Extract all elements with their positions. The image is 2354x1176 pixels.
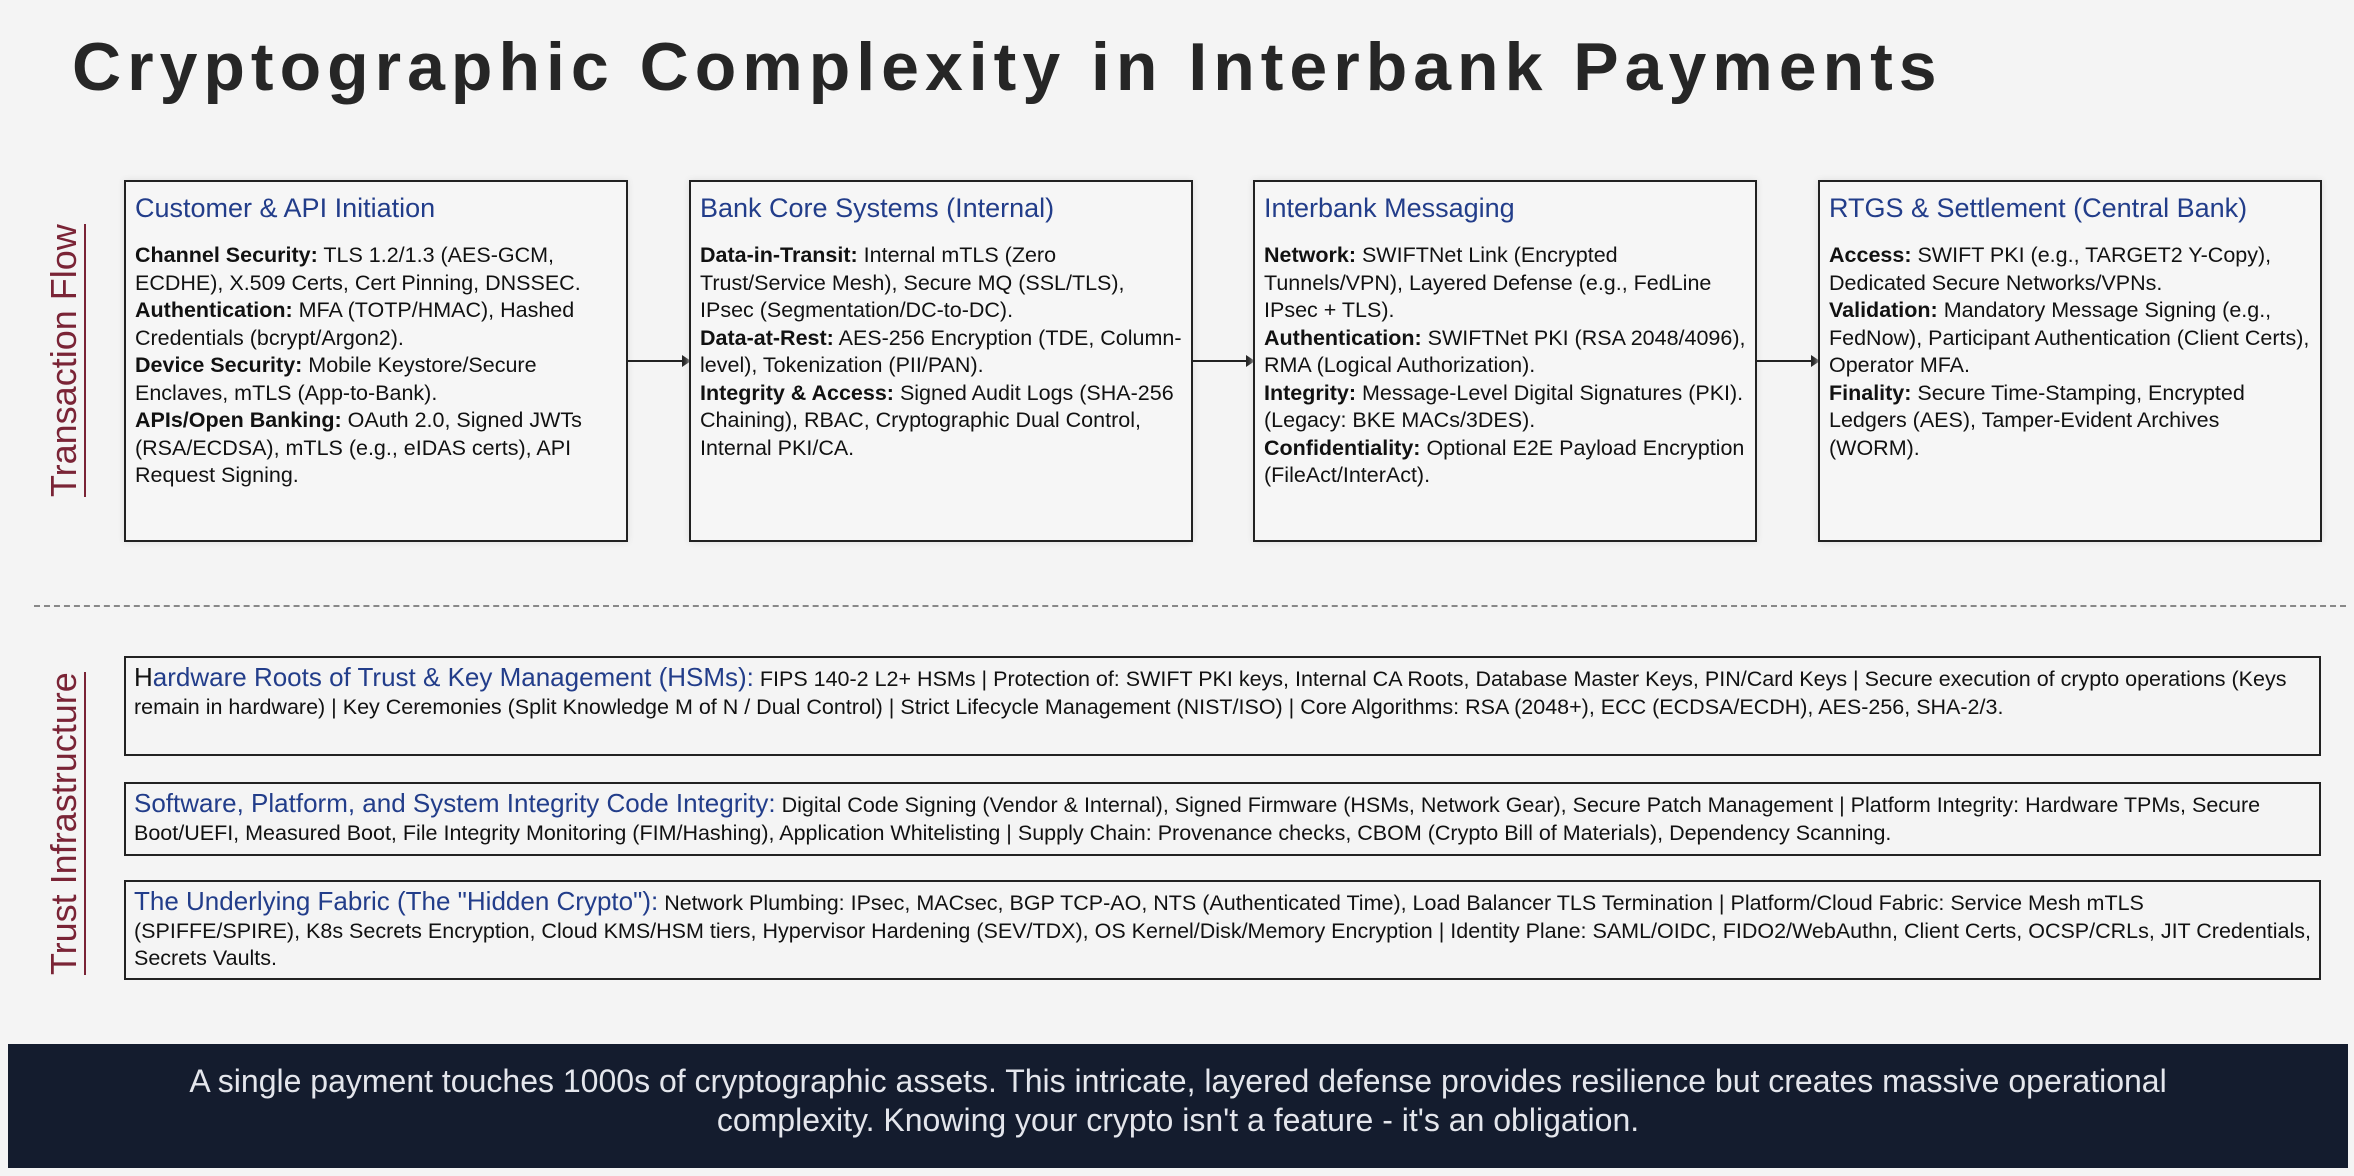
flow-item-text: SWIFT PKI (e.g., TARGET2 Y-Copy), Dedicated Secure Networks/VPNs. <box>1829 243 2272 295</box>
footer-line-1: A single payment touches 1000s of cryptographic assets. This intricate, layered defense provides resilience but creates massive operational <box>189 1063 2167 1099</box>
flow-item <box>1264 243 1711 322</box>
flow-stage-heading: Bank Core Systems (Internal) <box>700 193 1055 223</box>
flow-item-text: TLS 1.2/1.3 (AES-GCM, ECDHE), X.509 Certs, Cert Pinning, DNSSEC. <box>135 243 581 295</box>
flow-item-label: Integrity & Access: <box>700 380 894 405</box>
infra-text: Digital Code Signing (Vendor & Internal), Signed Firmware (HSMs, Network Gear), Secure Patch Management | Platform Integrity: Hardware TPMs, Secure Boot/UEFI, Measured Boot, File Integrity Monitoring (FIM/Hashing), Application Whitelisting | Supply Chain: Provenance checks, CBOM (Crypto Bill of Materials), Dependency Scanning. <box>134 793 2261 845</box>
flow-arrow-icon <box>1757 360 1818 362</box>
flow-item-label: Channel Security: <box>135 243 318 267</box>
flow-item-text: Signed Audit Logs (SHA-256 Chaining), RBAC, Cryptographic Dual Control, Internal PKI/CA. <box>700 380 1174 460</box>
flow-item-label: Confidentiality: <box>1264 435 1421 460</box>
flow-item-label: Finality: <box>1829 380 1912 405</box>
flow-item-text: SWIFTNet PKI (RSA 2048/4096), RMA (Logical Authorization). <box>1264 325 1746 377</box>
flow-item-label: Authentication: <box>135 298 293 322</box>
flow-stage-box <box>124 180 628 542</box>
flow-stage-heading: RTGS & Settlement (Central Bank) <box>1829 193 2248 223</box>
section-label-trust-infrastructure: Trust Infrastructure <box>43 672 84 975</box>
flow-arrow-icon <box>1193 360 1253 362</box>
flow-item-text: MFA (TOTP/HMAC), Hashed Credentials (bcrypt/Argon2). <box>135 298 575 350</box>
flow-stage-box <box>1253 180 1757 542</box>
flow-item <box>700 326 1182 378</box>
flow-item-text: AES-256 Encryption (TDE, Column-level), Tokenization (PII/PAN). <box>700 325 1182 377</box>
flow-stage-box <box>1818 180 2322 542</box>
flow-item-text: Internal mTLS (Zero Trust/Service Mesh), Secure MQ (SSL/TLS), IPsec (Segmentation/DC-to-DC). <box>700 243 1125 322</box>
flow-item-label: Integrity: <box>1264 380 1356 405</box>
flow-item <box>135 298 574 350</box>
flow-item <box>135 408 582 487</box>
flow-stage-details <box>1264 242 1746 490</box>
flow-item-label: Data-at-Rest: <box>700 325 834 350</box>
flow-item <box>1264 326 1745 378</box>
page-title: Cryptographic Complexity in Interbank Payments <box>72 29 1943 105</box>
flow-item-text: Message-Level Digital Signatures (PKI). (Legacy: BKE MACs/3DES). <box>1264 380 1744 432</box>
footer-line-2: complexity. Knowing your crypto isn't a feature - it's an obligation. <box>716 1102 1640 1138</box>
flow-stage-details <box>135 242 617 490</box>
infra-text: Network Plumbing: IPsec, MACsec, BGP TCP-AO, NTS (Authenticated Time), Load Balancer TLS Termination | Platform/Cloud Fabric: Service Mesh mTLS (SPIFFE/SPIRE), K8s Secrets Encryption, Cloud KMS/HSM tiers, Hypervisor Hardening (SEV/TDX), OS Kernel/Disk/Memory Encryption | Identity Plane: SAML/OIDC, FIDO2/WebAuthn, Client Certs, OCSP/CRLs, JIT Credentials, Secrets Vaults. <box>134 891 2311 970</box>
flow-arrow-icon <box>628 360 689 362</box>
flow-item-text: OAuth 2.0, Signed JWTs (RSA/ECDSA), mTLS (e.g., eIDAS certs), API Request Signing. <box>135 408 582 487</box>
flow-item-text: Optional E2E Payload Encryption (FileAct/InterAct). <box>1264 435 1745 487</box>
flow-item <box>1264 381 1743 433</box>
flow-stage-box <box>689 180 1193 542</box>
flow-item-label: Authentication: <box>1264 325 1422 350</box>
flow-item-text: SWIFTNet Link (Encrypted Tunnels/VPN), Layered Defense (e.g., FedLine IPsec + TLS). <box>1264 243 1712 322</box>
flow-item <box>135 353 537 405</box>
footer-banner <box>8 1044 2348 1168</box>
flow-item-label: Network: <box>1264 243 1356 267</box>
flow-item <box>1829 243 2271 295</box>
flow-item-label: Device Security: <box>135 353 303 377</box>
flow-item <box>700 243 1125 322</box>
infra-text: FIPS 140-2 L2+ HSMs | Protection of: SWIFT PKI keys, Internal CA Roots, Database Master Keys, PIN/Card Keys | Secure execution of crypto operations (Keys remain in hardware) | Key Ceremonies (Split Knowledge M of N / Dual Control) | Strict Lifecycle Management (NIST/ISO) | Core Algorithms: RSA (2048+), ECC (ECDSA/ECDH), AES-256, SHA-2/3. <box>134 667 2287 719</box>
infra-heading: ardware Roots of Trust & Key Management (HSMs): <box>152 662 754 692</box>
flow-item-label: Data-in-Transit: <box>700 243 858 267</box>
flow-item <box>1829 381 2245 460</box>
infrastructure-layer-box <box>124 782 2321 856</box>
flow-item <box>135 243 581 295</box>
section-divider <box>34 605 2346 607</box>
flow-item <box>1264 436 1744 488</box>
flow-item-text: Mobile Keystore/Secure Enclaves, mTLS (App-to-Bank). <box>135 353 537 405</box>
section-label-transaction-flow: Transaction Flow <box>43 224 84 497</box>
flow-item-label: Access: <box>1829 243 1912 267</box>
flow-stage-heading: Interbank Messaging <box>1264 193 1515 223</box>
flow-stage-details <box>700 242 1182 462</box>
infrastructure-layer-box <box>124 656 2321 756</box>
flow-item <box>700 381 1174 460</box>
flow-item-text: Mandatory Message Signing (e.g., FedNow), Participant Authentication (Client Certs), Operator MFA. <box>1829 298 2310 377</box>
flow-item-label: APIs/Open Banking: <box>135 408 342 432</box>
infra-heading: The Underlying Fabric (The "Hidden Crypto"): <box>134 886 659 916</box>
infrastructure-layer-box <box>124 880 2321 980</box>
flow-item <box>1829 298 2309 377</box>
infra-heading-initial: H <box>134 662 153 692</box>
flow-stage-details <box>1829 242 2311 462</box>
flow-item-label: Validation: <box>1829 298 1938 322</box>
infra-heading: Software, Platform, and System Integrity Code Integrity: <box>134 788 776 818</box>
flow-stage-heading: Customer & API Initiation <box>135 193 436 223</box>
flow-item-text: Secure Time-Stamping, Encrypted Ledgers (AES), Tamper-Evident Archives (WORM). <box>1829 380 2245 460</box>
